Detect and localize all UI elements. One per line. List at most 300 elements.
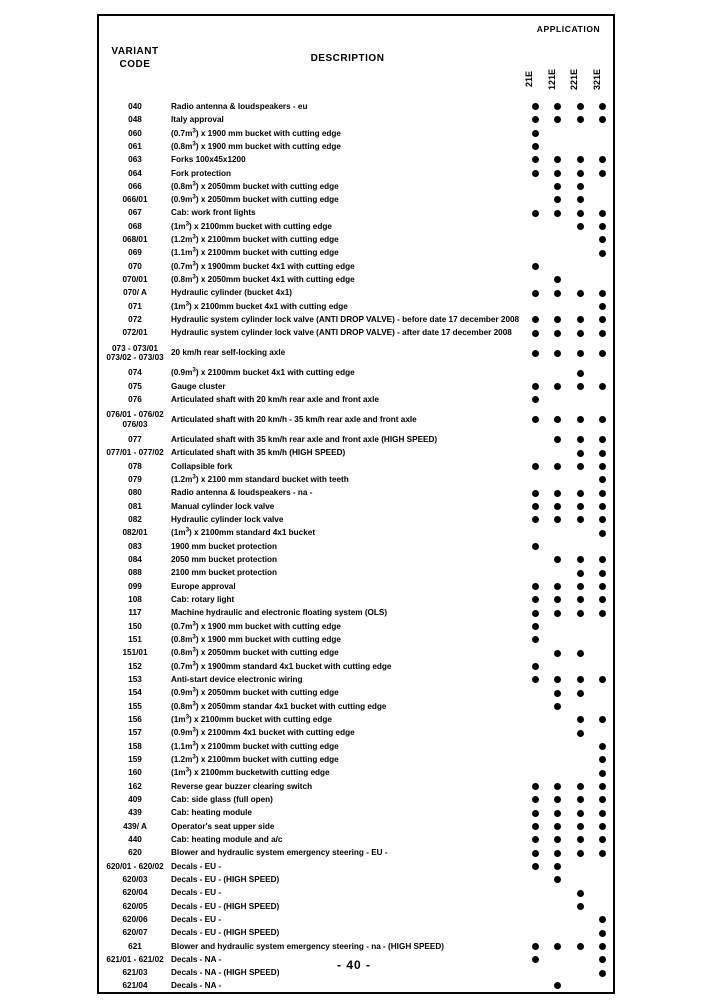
application-dot-filled	[577, 890, 584, 897]
table-row	[98, 140, 614, 153]
application-dot-filled	[554, 316, 561, 323]
application-cell-321E	[592, 167, 615, 180]
variant-code-cell: 439/ A	[123, 821, 147, 831]
application-cell-321E	[592, 886, 615, 899]
variant-code-cell: 068/01	[122, 235, 148, 245]
application-dot-filled	[599, 756, 606, 763]
description-cell: Decals - EU -	[171, 861, 222, 871]
application-cell-221E	[569, 207, 592, 220]
application-dot-filled	[532, 663, 539, 670]
application-cell-21E	[524, 433, 547, 446]
application-cell-221E	[569, 340, 592, 367]
variant-code-cell: 620/01 - 620/02	[106, 861, 164, 871]
table-row	[98, 607, 614, 620]
application-cell-221E	[569, 153, 592, 166]
variant-code-cell: 070/ A	[123, 288, 147, 298]
application-cell-121E	[547, 113, 570, 126]
application-cell-221E	[569, 740, 592, 753]
variant-code-cell: 068	[128, 221, 142, 231]
application-cell-21E	[524, 673, 547, 686]
table-row	[98, 127, 614, 140]
application-cell-121E	[547, 713, 570, 726]
application-dot-empty	[554, 930, 561, 937]
application-cell-221E	[569, 926, 592, 939]
application-dot-filled	[532, 503, 539, 510]
description-cell: $(0.9m^3)$ x 2050mm bucket with cutting edge	[171, 686, 339, 698]
application-dot-filled	[599, 316, 606, 323]
variant-code-cell: 071	[128, 301, 142, 311]
application-dot-filled	[599, 210, 606, 217]
table-row	[98, 287, 614, 300]
application-cell-121E	[547, 860, 570, 873]
description-cell: Cab: heating module and a/c	[171, 834, 283, 844]
description-cell: Cab: rotary light	[171, 595, 235, 605]
application-dot-filled	[532, 810, 539, 817]
application-cell-221E	[569, 607, 592, 620]
description-cell: 1900 mm bucket protection	[171, 541, 278, 551]
application-cell-121E	[547, 380, 570, 393]
description-cell: $(0.8m^3)$ x 2050mm bucket 4x1 with cutting edge	[171, 273, 355, 285]
table-row	[98, 527, 614, 540]
description-cell: $(1.2m^3)$ x 2100mm bucket with cutting edge	[171, 233, 339, 245]
application-dot-filled	[532, 636, 539, 643]
header-description: DESCRIPTION	[310, 52, 385, 64]
application-cell-21E	[524, 313, 547, 326]
application-dot-empty	[532, 703, 539, 710]
application-cell-121E	[547, 873, 570, 886]
application-cell-121E	[547, 220, 570, 233]
application-cell-121E	[547, 300, 570, 313]
description-cell: Decals - EU -	[171, 914, 222, 924]
application-dot-empty	[577, 250, 584, 257]
variant-code-cell: 076	[128, 395, 142, 405]
application-dot-empty	[599, 982, 606, 989]
table-row	[98, 940, 614, 953]
application-cell-221E	[569, 620, 592, 633]
table-row	[98, 473, 614, 486]
application-dot-empty	[554, 450, 561, 457]
application-dot-filled	[532, 416, 539, 423]
application-cell-21E	[524, 886, 547, 899]
application-cell-221E	[569, 500, 592, 513]
application-dot-empty	[554, 636, 561, 643]
application-cell-21E	[524, 180, 547, 193]
description-cell: $(0.7m^3)$ x 1900mm bucket 4x1 with cutting edge	[171, 260, 355, 271]
table-row	[98, 647, 614, 660]
application-dot-empty	[577, 636, 584, 643]
application-dot-empty	[599, 903, 606, 910]
application-dot-filled	[532, 823, 539, 830]
application-cell-21E	[524, 713, 547, 726]
application-dot-filled	[577, 116, 584, 123]
application-cell-21E	[524, 527, 547, 540]
application-dot-empty	[577, 530, 584, 537]
variant-code-cell: 158	[128, 741, 142, 751]
variant-code-cell: 162	[128, 781, 142, 791]
application-dot-filled	[577, 490, 584, 497]
application-dot-filled	[554, 876, 561, 883]
variant-code-line1: 076/01 - 076/02	[106, 410, 164, 420]
application-cell-121E	[547, 900, 570, 913]
description-cell: Blower and hydraulic system emergency steering - na - (HIGH SPEED)	[171, 941, 444, 951]
page-number-footer: - 40 -	[336, 958, 371, 972]
application-cell-121E	[547, 407, 570, 434]
application-dot-empty	[577, 623, 584, 630]
application-cell-121E	[547, 260, 570, 273]
application-dot-empty	[532, 982, 539, 989]
application-dot-filled	[599, 570, 606, 577]
application-cell-221E	[569, 433, 592, 446]
application-dot-empty	[532, 930, 539, 937]
application-dot-filled	[599, 770, 606, 777]
application-dot-filled	[532, 316, 539, 323]
application-cell-321E	[592, 247, 615, 260]
application-cell-21E	[524, 647, 547, 660]
application-dot-filled	[532, 263, 539, 270]
application-dot-filled	[554, 676, 561, 683]
description-cell: $(1.1m^3)$ x 2100mm bucket with cutting edge	[171, 739, 339, 751]
table-row	[98, 100, 614, 113]
application-dot-filled	[599, 303, 606, 310]
application-dot-filled	[532, 543, 539, 550]
application-dot-filled	[577, 716, 584, 723]
application-cell-321E	[592, 527, 615, 540]
description-cell: $(0.8m^3)$ x 1900 mm bucket with cutting edge	[171, 140, 341, 151]
variant-code-cell: 066/01	[122, 195, 148, 205]
application-dot-empty	[532, 743, 539, 750]
application-cell-21E	[524, 900, 547, 913]
description-cell: $(1m^3)$ x 2100mm bucket with cutting edge	[171, 713, 332, 725]
application-dot-empty	[599, 196, 606, 203]
application-cell-121E	[547, 913, 570, 926]
application-dot-filled	[599, 476, 606, 483]
application-cell-221E	[569, 553, 592, 566]
table-row	[98, 766, 614, 779]
table-row	[98, 567, 614, 580]
header-app-label-2: 221E	[569, 68, 579, 90]
application-dot-empty	[577, 543, 584, 550]
application-dot-filled	[532, 850, 539, 857]
application-cell-121E	[547, 793, 570, 806]
application-cell-121E	[547, 473, 570, 486]
application-dot-filled	[599, 583, 606, 590]
application-cell-121E	[547, 193, 570, 206]
application-cell-21E	[524, 593, 547, 606]
application-dot-filled	[577, 836, 584, 843]
description-cell: Decals - EU - (HIGH SPEED)	[171, 901, 280, 911]
application-dot-empty	[554, 223, 561, 230]
application-cell-21E	[524, 873, 547, 886]
table-row	[98, 300, 614, 313]
table-row	[98, 180, 614, 193]
description-cell: Italy approval	[171, 115, 224, 125]
application-dot-empty	[577, 276, 584, 283]
application-dot-filled	[532, 330, 539, 337]
variant-code-cell: 078	[128, 461, 142, 471]
description-cell: Radio antenna & loudspeakers - eu	[171, 101, 308, 111]
application-cell-21E	[524, 860, 547, 873]
application-cell-21E	[524, 700, 547, 713]
description-cell: Hydraulic system cylinder lock valve (ANTI DROP VALVE) - before date 17 december 2008	[171, 315, 520, 325]
application-cell-221E	[569, 820, 592, 833]
application-dot-filled	[599, 330, 606, 337]
variant-code-cell: 620/03	[122, 874, 148, 884]
application-dot-empty	[577, 263, 584, 270]
table-row	[98, 806, 614, 819]
variant-code-cell: 157	[128, 728, 142, 738]
application-cell-21E	[524, 553, 547, 566]
variant-code-cell: 077/01 - 077/02	[106, 448, 164, 458]
application-dot-filled	[599, 350, 606, 357]
application-cell-321E	[592, 127, 615, 140]
application-cell-221E	[569, 300, 592, 313]
application-dot-filled	[554, 516, 561, 523]
description-cell: Decals - NA - (HIGH SPEED)	[171, 968, 280, 978]
application-cell-121E	[547, 180, 570, 193]
application-cell-321E	[592, 873, 615, 886]
application-dot-filled	[577, 463, 584, 470]
application-dot-filled	[577, 350, 584, 357]
description-cell: Blower and hydraulic system emergency steering - EU -	[171, 848, 388, 858]
variant-code-cell: 155	[128, 701, 142, 711]
application-cell-321E	[592, 367, 615, 380]
application-dot-empty	[599, 863, 606, 870]
application-cell-221E	[569, 806, 592, 819]
application-cell-321E	[592, 780, 615, 793]
description-cell: $(0.9m^3)$ x 2100mm 4x1 bucket with cutting edge	[171, 726, 355, 738]
variant-code-cell: 620/04	[122, 888, 148, 898]
application-cell-121E	[547, 833, 570, 846]
table-row	[98, 327, 614, 340]
application-dot-empty	[532, 730, 539, 737]
application-dot-empty	[532, 303, 539, 310]
application-cell-121E	[547, 687, 570, 700]
application-cell-121E	[547, 273, 570, 286]
application-dot-filled	[532, 583, 539, 590]
application-cell-221E	[569, 700, 592, 713]
application-cell-221E	[569, 260, 592, 273]
application-dot-empty	[532, 690, 539, 697]
application-cell-221E	[569, 886, 592, 899]
table-row	[98, 447, 614, 460]
application-cell-221E	[569, 780, 592, 793]
description-cell: Forks 100x45x1200	[171, 155, 246, 165]
application-cell-21E	[524, 780, 547, 793]
application-dot-filled	[599, 103, 606, 110]
header-app-col-1	[547, 42, 570, 100]
application-dot-filled	[532, 396, 539, 403]
application-dot-empty	[577, 703, 584, 710]
application-dot-filled	[532, 103, 539, 110]
table-row	[98, 753, 614, 766]
application-cell-21E	[524, 567, 547, 580]
application-dot-filled	[599, 810, 606, 817]
application-dot-filled	[554, 210, 561, 217]
application-cell-121E	[547, 100, 570, 113]
application-cell-321E	[592, 273, 615, 286]
application-cell-21E	[524, 140, 547, 153]
application-cell-21E	[524, 766, 547, 779]
application-dot-empty	[532, 716, 539, 723]
application-dot-filled	[532, 943, 539, 950]
application-cell-121E	[547, 553, 570, 566]
header-app-col-3	[592, 42, 615, 100]
application-dot-filled	[532, 863, 539, 870]
application-dot-empty	[532, 250, 539, 257]
application-cell-221E	[569, 980, 592, 993]
application-cell-321E	[592, 313, 615, 326]
variant-code-cell: 081	[128, 501, 142, 511]
variant-code-cell: 621/04	[122, 981, 148, 991]
application-cell-321E	[592, 393, 615, 406]
application-cell-321E	[592, 207, 615, 220]
application-cell-321E	[592, 900, 615, 913]
application-cell-121E	[547, 980, 570, 993]
application-cell-221E	[569, 407, 592, 434]
application-cell-221E	[569, 180, 592, 193]
application-cell-121E	[547, 313, 570, 326]
application-cell-121E	[547, 127, 570, 140]
application-dot-filled	[599, 530, 606, 537]
application-cell-21E	[524, 473, 547, 486]
variant-code-cell: 152	[128, 661, 142, 671]
application-dot-filled	[599, 943, 606, 950]
variant-code-cell: 088	[128, 568, 142, 578]
application-cell-321E	[592, 860, 615, 873]
application-dot-filled	[532, 116, 539, 123]
variant-code-cell: 072/01	[122, 328, 148, 338]
description-cell: Reverse gear buzzer clearing switch	[171, 781, 313, 791]
table-header	[98, 15, 614, 100]
application-cell-221E	[569, 247, 592, 260]
application-cell-221E	[569, 567, 592, 580]
description-cell: $(0.8m^3)$ x 2050mm bucket with cutting edge	[171, 180, 339, 191]
application-cell-121E	[547, 926, 570, 939]
table-row	[98, 273, 614, 286]
application-cell-21E	[524, 393, 547, 406]
application-dot-filled	[554, 196, 561, 203]
table-row	[98, 740, 614, 753]
application-dot-empty	[532, 556, 539, 563]
application-cell-221E	[569, 833, 592, 846]
application-dot-empty	[532, 903, 539, 910]
application-dot-filled	[532, 623, 539, 630]
application-cell-21E	[524, 100, 547, 113]
application-cell-221E	[569, 540, 592, 553]
application-dot-filled	[599, 916, 606, 923]
variant-code-cell: 153	[128, 675, 142, 685]
application-dot-filled	[532, 290, 539, 297]
application-cell-321E	[592, 220, 615, 233]
application-cell-21E	[524, 833, 547, 846]
application-dot-filled	[532, 516, 539, 523]
application-cell-321E	[592, 380, 615, 393]
application-dot-empty	[554, 303, 561, 310]
application-dot-empty	[577, 396, 584, 403]
application-cell-221E	[569, 487, 592, 500]
application-dot-filled	[577, 943, 584, 950]
table-row	[98, 886, 614, 899]
application-dot-filled	[577, 823, 584, 830]
table-row	[98, 393, 614, 406]
table-row	[98, 580, 614, 593]
application-dot-empty	[577, 930, 584, 937]
application-dot-empty	[577, 476, 584, 483]
application-dot-filled	[554, 350, 561, 357]
header-app-col-0	[524, 42, 547, 100]
table-body	[98, 100, 614, 993]
application-dot-empty	[599, 276, 606, 283]
application-dot-filled	[599, 436, 606, 443]
application-cell-221E	[569, 380, 592, 393]
application-dot-filled	[599, 170, 606, 177]
description-cell: Decals - NA -	[171, 954, 222, 964]
table-row	[98, 233, 614, 246]
application-cell-221E	[569, 473, 592, 486]
application-cell-321E	[592, 300, 615, 313]
application-dot-empty	[532, 876, 539, 883]
application-dot-filled	[532, 796, 539, 803]
application-dot-filled	[577, 610, 584, 617]
application-cell-321E	[592, 620, 615, 633]
variant-code-cell: 079	[128, 475, 142, 485]
application-cell-221E	[569, 753, 592, 766]
application-cell-21E	[524, 846, 547, 859]
application-cell-221E	[569, 140, 592, 153]
application-dot-empty	[532, 650, 539, 657]
header-variant-line1: VARIANT	[111, 46, 159, 57]
application-dot-empty	[532, 223, 539, 230]
application-dot-empty	[532, 196, 539, 203]
description-cell: $(1.2m^3)$ x 2100mm bucket with cutting edge	[171, 753, 339, 764]
application-cell-321E	[592, 673, 615, 686]
table-row	[98, 660, 614, 673]
table-row	[98, 153, 614, 166]
application-cell-321E	[592, 913, 615, 926]
application-dot-filled	[599, 676, 606, 683]
application-dot-empty	[532, 450, 539, 457]
application-dot-empty	[554, 730, 561, 737]
table-row	[98, 433, 614, 446]
application-dot-filled	[599, 250, 606, 257]
application-cell-321E	[592, 647, 615, 660]
description-cell: Decals - EU - (HIGH SPEED)	[171, 874, 280, 884]
application-cell-21E	[524, 806, 547, 819]
application-cell-221E	[569, 633, 592, 646]
description-cell: $(1m^3)$ x 2100mm bucket with cutting edge	[171, 220, 332, 231]
application-cell-21E	[524, 926, 547, 939]
application-dot-empty	[554, 756, 561, 763]
variant-code-cell: 099	[128, 581, 142, 591]
application-dot-filled	[577, 503, 584, 510]
application-dot-empty	[554, 263, 561, 270]
application-dot-filled	[554, 383, 561, 390]
application-cell-21E	[524, 113, 547, 126]
variant-code-cell: 620/06	[122, 914, 148, 924]
application-dot-filled	[554, 490, 561, 497]
application-dot-empty	[532, 890, 539, 897]
application-dot-filled	[577, 196, 584, 203]
application-dot-empty	[554, 543, 561, 550]
application-cell-221E	[569, 367, 592, 380]
application-cell-321E	[592, 633, 615, 646]
description-cell: Decals - EU - (HIGH SPEED)	[171, 928, 280, 938]
application-cell-221E	[569, 873, 592, 886]
application-dot-empty	[554, 716, 561, 723]
application-dot-filled	[532, 490, 539, 497]
application-cell-321E	[592, 593, 615, 606]
description-cell: Hydraulic cylinder lock valve	[171, 515, 284, 525]
